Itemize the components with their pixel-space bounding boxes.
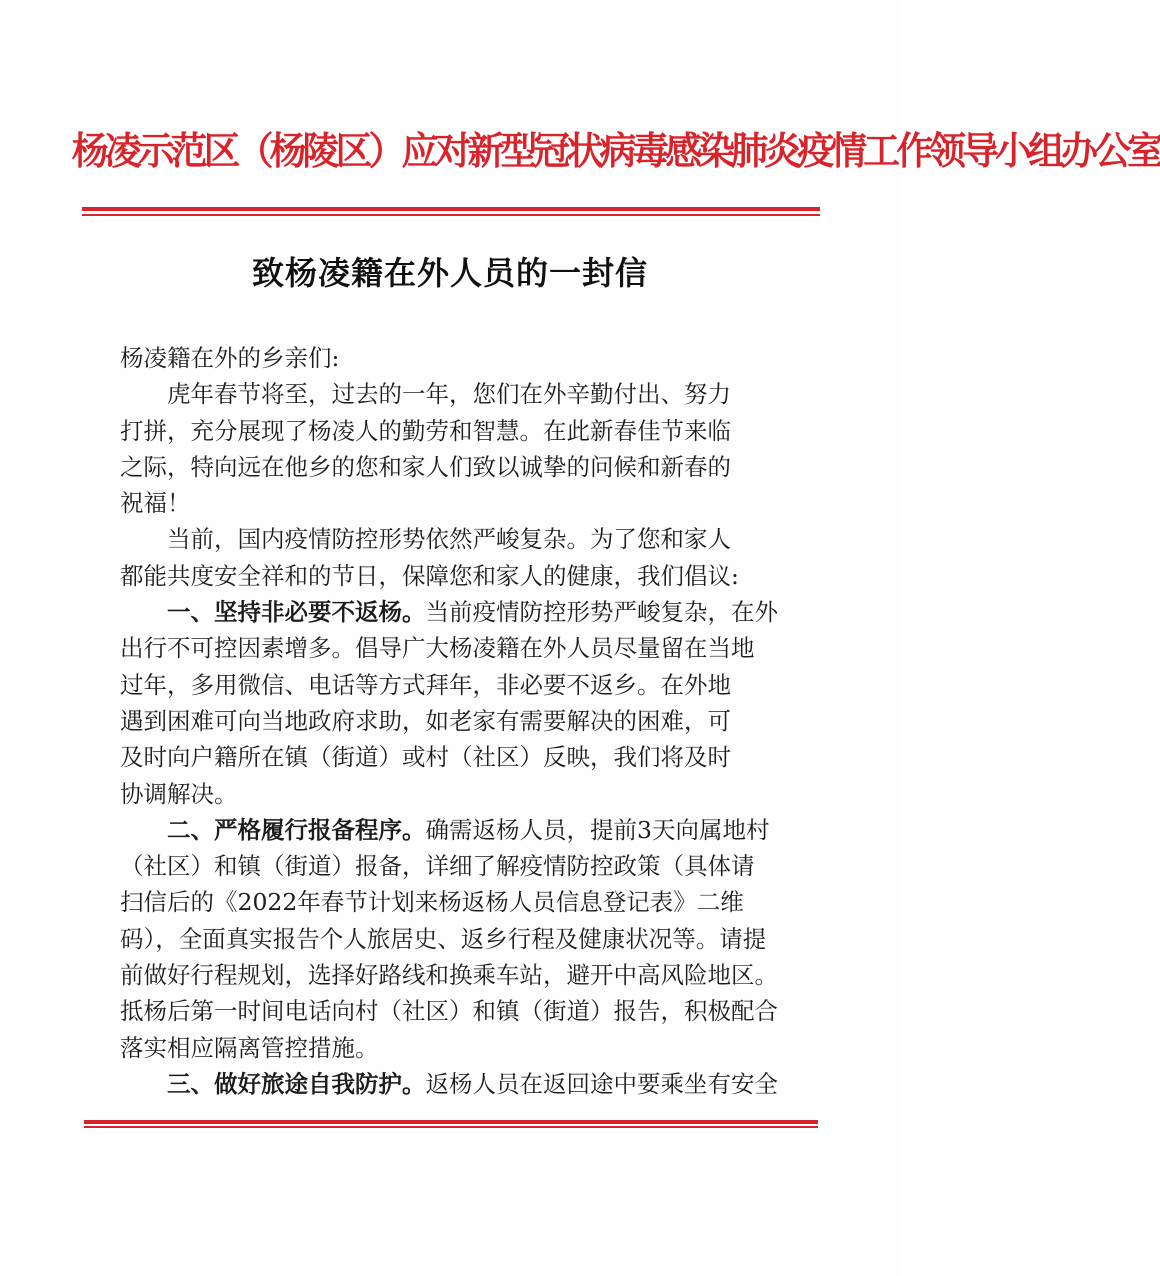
body-line: 码），全面真实报告个人旅居史、返乡行程及健康状况等。请提: [120, 924, 767, 953]
letter-body: [120, 340, 800, 1102]
body-line: （社区）和镇（街道）报备，详细了解疫情防控政策（具体请: [120, 852, 755, 881]
issuer-header: 杨凌示范区（杨陵区）应对新型冠状病毒感染肺炎疫情工作领导小组办公室: [71, 128, 1160, 173]
item-one-line: [120, 594, 800, 630]
header-rule: [82, 207, 820, 211]
item-two-heading: 二、严格履行报备程序。: [167, 815, 426, 844]
item-two-line: [120, 812, 800, 848]
header-rule-thin: [82, 214, 820, 216]
body-line: 及时向户籍所在镇（街道）或村（社区）反映，我们将及时: [120, 743, 731, 772]
body-line: 打拼，充分展现了杨凌人的勤劳和智慧。在此新春佳节来临: [120, 416, 731, 445]
body-line: 虎年春节将至，过去的一年，您们在外辛勤付出、努力: [167, 380, 731, 409]
footer-rule-thin: [84, 1126, 818, 1128]
salutation: 杨凌籍在外的乡亲们:: [120, 344, 340, 372]
body-line: 祝福！: [120, 489, 191, 518]
body-line: 当前，国内疫情防控形势依然严峻复杂。为了您和家人: [167, 525, 731, 554]
item-three-line: [120, 1066, 800, 1102]
body-line: 之际，特向远在他乡的您和家人们致以诚挚的问候和新春的: [120, 452, 731, 481]
body-line: 出行不可控因素增多。倡导广大杨凌籍在外人员尽量留在当地: [120, 634, 755, 663]
item-three-text: 返杨人员在返回途中要乘坐有安全: [425, 1069, 778, 1098]
item-three-heading: 三、做好旅途自我防护。: [167, 1069, 426, 1098]
body-line: 协调解决。: [120, 779, 238, 808]
body-line: 过年，多用微信、电话等方式拜年，非必要不返乡。在外地: [120, 670, 731, 699]
document-title: 致杨凌籍在外人员的一封信: [251, 254, 648, 292]
item-one-text: 当前疫情防控形势严峻复杂，在外: [425, 598, 778, 627]
footer-rule: [84, 1120, 818, 1124]
body-line: 抵杨后第一时间电话向村（社区）和镇（街道）报告，积极配合: [120, 997, 778, 1026]
body-line: 都能共度安全祥和的节日，保障您和家人的健康，我们倡议:: [120, 561, 739, 590]
body-line: 落实相应隔离管控措施。: [120, 1033, 379, 1062]
body-line: 前做好行程规划，选择好路线和换乘车站，避开中高风险地区。: [120, 961, 778, 990]
body-line: 遇到困难可向当地政府求助，如老家有需要解决的困难，可: [120, 706, 731, 735]
item-two-text: 确需返杨人员，提前3天向属地村: [425, 815, 770, 844]
item-one-heading: 一、坚持非必要不返杨。: [167, 598, 426, 627]
body-line: 扫信后的《2022年春节计划来杨返杨人员信息登记表》二维: [120, 888, 744, 917]
